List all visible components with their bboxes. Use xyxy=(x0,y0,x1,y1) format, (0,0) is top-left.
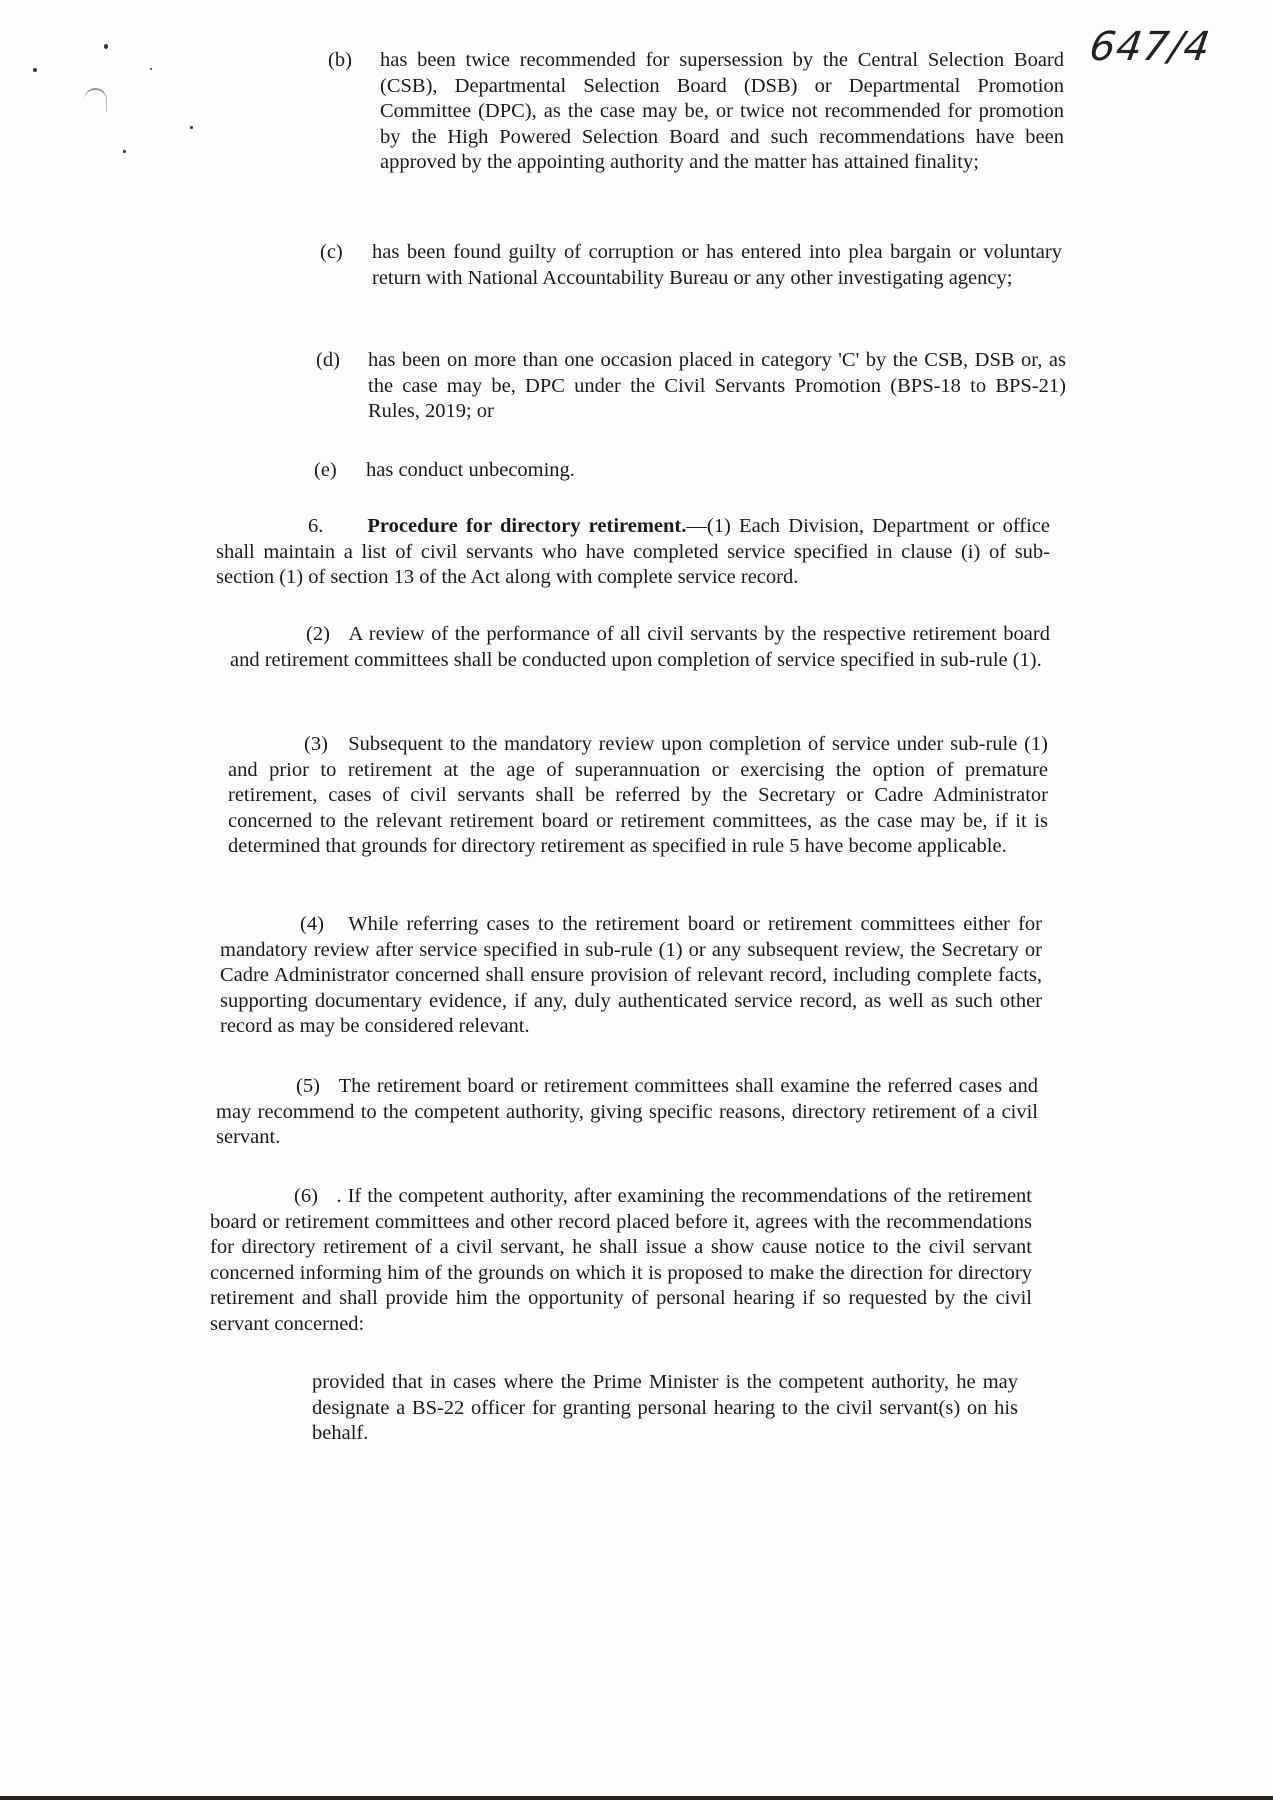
clause-label: (c) xyxy=(320,241,343,263)
page-marker-handwritten: 647/4 xyxy=(1086,24,1214,70)
scan-speck xyxy=(104,44,108,49)
subrule-text: A review of the performance of all civil servants by the respective retirement board and retirement committees shall be conducted upon completion of service specified in sub-rule (1). xyxy=(230,623,1050,671)
clause-label: (b) xyxy=(328,49,352,71)
clause-text: has been twice recommended for supersession by the Central Selection Board (CSB), Departmental Selection Board (DSB) or Departmental Promotion Committee (DPC), as the case may be, or twice not recommended for promotion by the High Powered Selection Board and such recommendations have been approved by the appointing authority and the matter has attained finality; xyxy=(380,49,1064,173)
section-6-subrule-5 xyxy=(216,1074,1038,1151)
section-6-subrule-1 xyxy=(216,514,1050,591)
section-6-subrule-4 xyxy=(220,912,1042,1040)
scan-speck xyxy=(190,126,193,129)
subrule-text: Each Division, Department or office shall maintain a list of civil servants who have completed service specified in clause (i) of sub-section (1) of section 13 of the Act along with complete service record. xyxy=(216,515,1050,588)
em-dash: — xyxy=(686,515,707,537)
section-6-subrule-2 xyxy=(230,622,1050,673)
clause-label: (d) xyxy=(316,349,340,371)
subrule-text: The retirement board or retirement committees shall examine the referred cases and may recommend to the competent authority, giving specific reasons, directory retirement of a civil servant. xyxy=(216,1075,1038,1148)
section-6-subrule-6 xyxy=(210,1184,1032,1337)
subrule-number: (2) xyxy=(306,623,330,645)
section-6-subrule-3 xyxy=(228,732,1048,860)
scan-speck xyxy=(150,68,152,70)
subrule-number: (3) xyxy=(304,733,328,755)
scan-mark xyxy=(84,88,107,112)
subrule-number: (5) xyxy=(296,1075,320,1097)
scan-speck xyxy=(123,150,126,153)
scan-speck xyxy=(33,68,37,72)
subrule-number: (1) xyxy=(706,515,731,537)
subrule-text: While referring cases to the retirement board or retirement committees either for mandatory review after service specified in sub-rule (1) or any subsequent review, the Secretary or Cadre Administrator concerned shall ensure provision of relevant record, including complete facts, supporting documentary evidence, if any, duly authenticated service record, as well as such other record as may be considered relevant. xyxy=(220,913,1042,1037)
clause-text: has been found guilty of corruption or has entered into plea bargain or voluntary return with National Accountability Bureau or any other investigating agency; xyxy=(372,241,1062,289)
subrule-number: (4) xyxy=(300,913,324,935)
subrule-text: Subsequent to the mandatory review upon completion of service under sub-rule (1) and prior to retirement at the age of superannuation or exercising the option of premature retirement, cases of civil servants shall be referred by the Secretary or Cadre Administrator concerned to the relevant retirement board or retirement committees, as the case may be, if it is determined that grounds for directory retirement as specified in rule 5 have become applicable. xyxy=(228,733,1049,857)
subrule-number: (6) xyxy=(294,1185,318,1207)
clause-text: has conduct unbecoming. xyxy=(366,459,575,481)
scan-bottom-edge xyxy=(0,1796,1273,1800)
clause-label: (e) xyxy=(314,459,337,481)
proviso: provided that in cases where the Prime Minister is the competent authority, he may designate a BS-22 officer for granting personal hearing to the civil servant(s) on his behalf. xyxy=(312,1371,1018,1444)
subrule-text: . If the competent authority, after examining the recommendations of the retirement board or retirement committees and other record placed before it, agrees with the recommendations for directory retirement of a civil servant, he shall issue a show cause notice to the civil servant concerned informing him of the grounds on which it is proposed to make the direction for directory retirement and shall provide him the opportunity of personal hearing if so requested by the civil servant concerned: xyxy=(210,1185,1032,1335)
clause-text: has been on more than one occasion placed in category 'C' by the CSB, DSB or, as the case may be, DPC under the Civil Servants Promotion (BPS-18 to BPS-21) Rules, 2019; or xyxy=(368,349,1066,422)
section-heading: Procedure for directory retirement. xyxy=(367,515,687,537)
section-number: 6. xyxy=(308,515,324,537)
